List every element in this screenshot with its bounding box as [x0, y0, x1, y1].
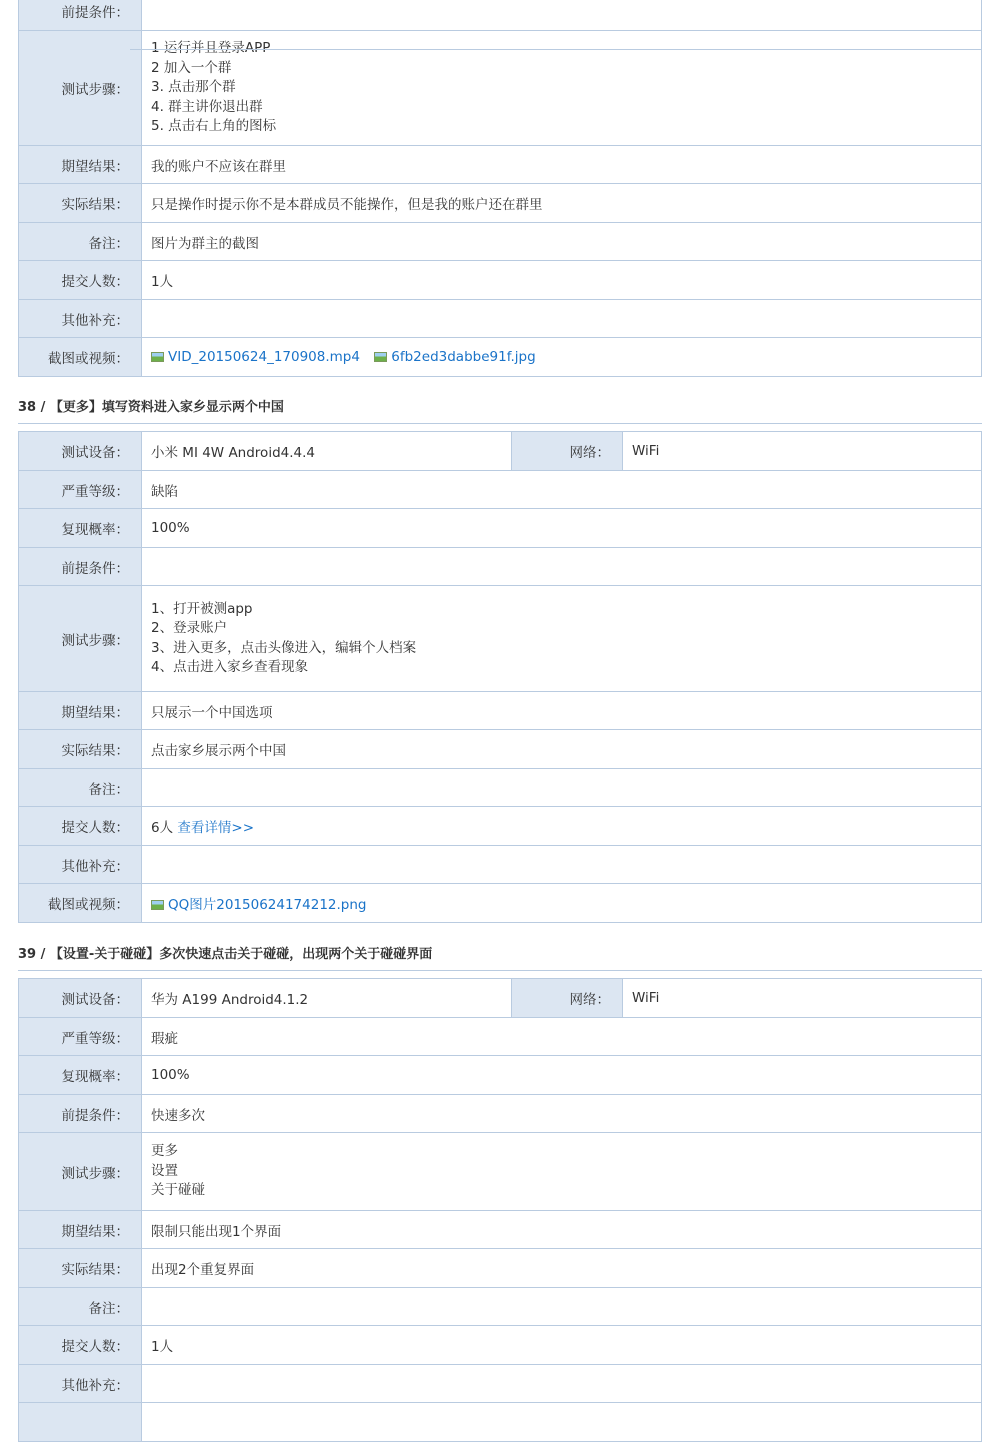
media-value [142, 338, 982, 377]
remark-label: 备注： [19, 223, 142, 261]
network-value: WiFi [623, 432, 982, 471]
other-value [142, 300, 982, 338]
step-item: 设置 [151, 1162, 178, 1179]
submitters-value [142, 807, 982, 846]
image-file-icon [151, 900, 164, 910]
actual-label: 实际结果： [19, 1249, 142, 1288]
expected-label: 期望结果： [19, 146, 142, 184]
other-value [142, 1365, 982, 1403]
device-value: 华为 A199 Android4.1.2 [142, 979, 512, 1018]
severity-value: 瑕疵 [142, 1018, 982, 1056]
expected-label: 期望结果： [19, 692, 142, 730]
media-value [142, 1403, 982, 1442]
actual-value: 只是操作时提示你不是本群成员不能操作，但是我的账户还在群里 [142, 184, 982, 223]
actual-label: 实际结果： [19, 730, 142, 769]
step-item: 4、点击进入家乡查看现象 [151, 659, 309, 675]
repro-value: 100% [142, 1056, 982, 1095]
bug38-table [18, 431, 982, 923]
actual-value: 出现2个重复界面 [142, 1249, 982, 1288]
submitters-value: 1人 [142, 1326, 982, 1365]
severity-value: 缺陷 [142, 471, 982, 509]
severity-label: 严重等级： [19, 471, 142, 509]
image-file-icon [151, 352, 164, 362]
step-item: 5. 点击右上角的图标 [151, 118, 277, 135]
steps-label: 测试步骤： [19, 586, 142, 692]
media-value [142, 884, 982, 923]
expected-value: 只展示一个中国选项 [142, 692, 982, 730]
bug39-table [18, 978, 982, 1442]
steps-value [142, 1133, 982, 1211]
divider [130, 49, 981, 50]
media-label: 截图或视频： [19, 338, 142, 377]
attachment-link[interactable]: QQ图片20150624174212.png [168, 897, 367, 913]
network-label: 网络： [512, 979, 623, 1018]
attachment-link[interactable]: 6fb2ed3dabbe91f.jpg [391, 349, 536, 365]
bug37-table [18, 0, 982, 377]
step-item: 4. 群主讲你退出群 [151, 98, 263, 115]
expected-value: 我的账户不应该在群里 [142, 146, 982, 184]
media-label [19, 1403, 142, 1442]
repro-label: 复现概率： [19, 1056, 142, 1095]
severity-label: 严重等级： [19, 1018, 142, 1056]
steps-label: 测试步骤： [19, 1133, 142, 1211]
media-label: 截图或视频： [19, 884, 142, 923]
bug39-title: 39 / 【设置-关于碰碰】多次快速点击关于碰碰，出现两个关于碰碰界面 [18, 943, 982, 971]
precondition-value [142, 548, 982, 586]
precondition-value: 快速多次 [142, 1095, 982, 1133]
submitters-count: 6人 [151, 820, 174, 836]
steps-label: 测试步骤： [19, 31, 142, 146]
repro-label: 复现概率： [19, 509, 142, 548]
submitters-label: 提交人数： [19, 261, 142, 300]
view-details-link[interactable]: 查看详情>> [177, 820, 255, 836]
remark-value [142, 1288, 982, 1326]
remark-value: 图片为群主的截图 [142, 223, 982, 261]
expected-value: 限制只能出现1个界面 [142, 1211, 982, 1249]
step-item: 1 运行并且登录APP [151, 40, 271, 57]
attachment-image[interactable] [374, 349, 535, 365]
network-value: WiFi [623, 979, 982, 1018]
submitters-label: 提交人数： [19, 807, 142, 846]
step-item: 2、登录账户 [151, 620, 228, 636]
step-item: 关于碰碰 [151, 1182, 205, 1199]
actual-value: 点击家乡展示两个中国 [142, 730, 982, 769]
step-item: 3、进入更多，点击头像进入，编辑个人档案 [151, 639, 417, 656]
repro-value: 100% [142, 509, 982, 548]
attachment-link[interactable]: VID_20150624_170908.mp4 [168, 349, 360, 365]
network-label: 网络： [512, 432, 623, 471]
other-label: 其他补充： [19, 1365, 142, 1403]
precondition-label: 前提条件： [19, 1095, 142, 1133]
remark-label: 备注： [19, 769, 142, 807]
remark-value [142, 769, 982, 807]
device-value: 小米 MI 4W Android4.4.4 [142, 432, 512, 471]
step-item: 3. 点击那个群 [151, 79, 236, 96]
device-label: 测试设备： [19, 979, 142, 1018]
image-file-icon [374, 352, 387, 362]
other-label: 其他补充： [19, 846, 142, 884]
precondition-value [142, 0, 982, 31]
device-label: 测试设备： [19, 432, 142, 471]
remark-label: 备注： [19, 1288, 142, 1326]
step-item: 更多 [151, 1143, 178, 1160]
submitters-value: 1人 [142, 261, 982, 300]
other-value [142, 846, 982, 884]
precondition-label: 前提条件： [19, 0, 142, 31]
step-item: 2 加入一个群 [151, 59, 232, 76]
precondition-label: 前提条件： [19, 548, 142, 586]
attachment-image[interactable] [151, 897, 367, 913]
expected-label: 期望结果： [19, 1211, 142, 1249]
bug38-title: 38 / 【更多】填写资料进入家乡显示两个中国 [18, 396, 982, 424]
actual-label: 实际结果： [19, 184, 142, 223]
steps-value [142, 586, 982, 692]
other-label: 其他补充： [19, 300, 142, 338]
submitters-label: 提交人数： [19, 1326, 142, 1365]
step-item: 1、打开被测app [151, 600, 253, 617]
attachment-video[interactable] [151, 349, 360, 365]
steps-value [142, 31, 982, 146]
